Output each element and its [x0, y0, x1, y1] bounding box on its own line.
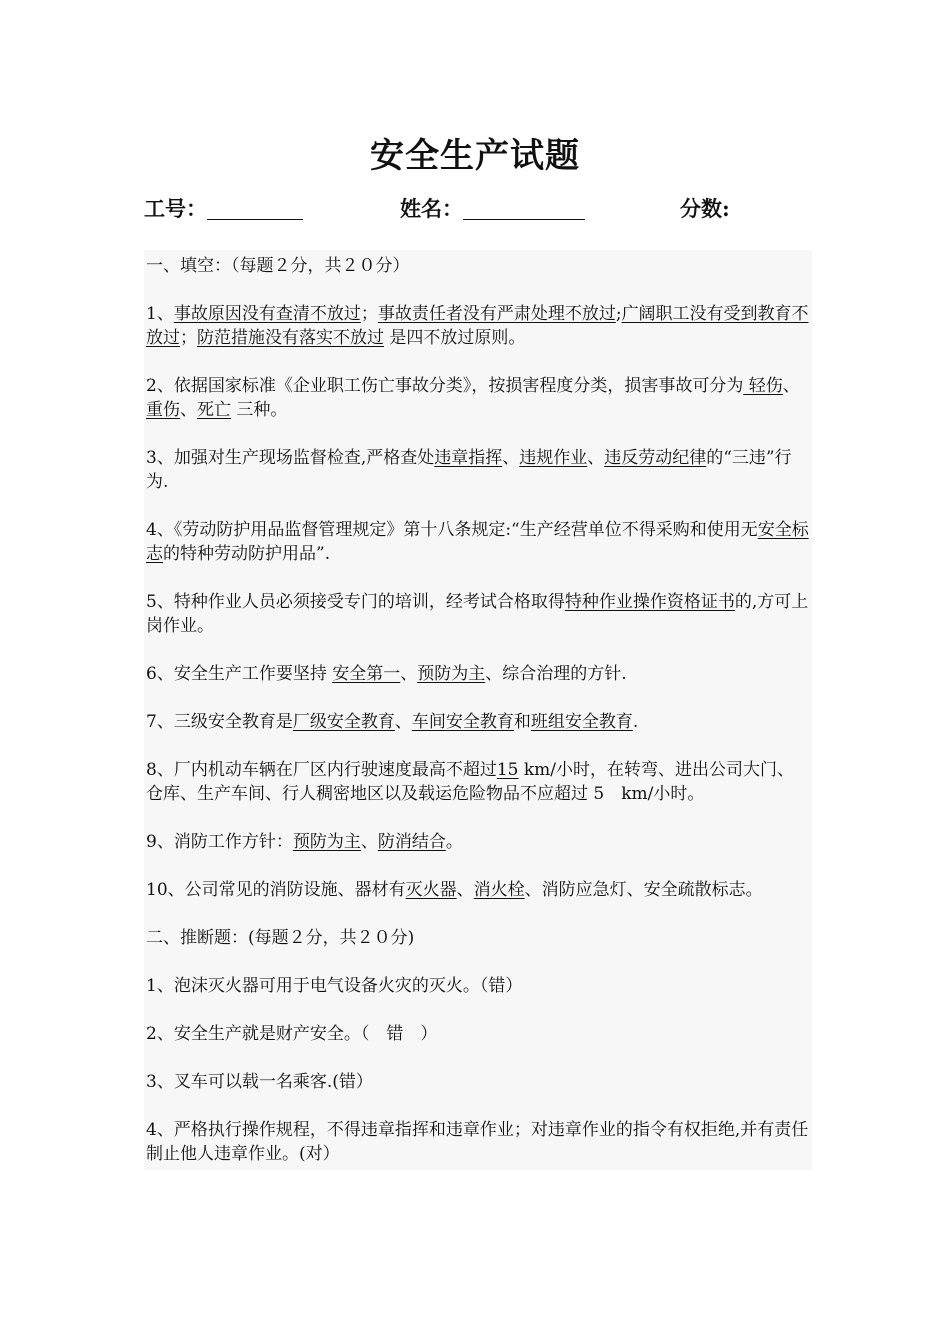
answer-2-1: 轻伤	[743, 376, 783, 396]
answer-3-2: 违规作业	[519, 448, 588, 468]
answer-1-4: 防范措施没有落实不放过	[197, 328, 384, 348]
name-label: 姓名：	[400, 196, 463, 221]
question-4: 4、《劳动防护用品监督管理规定》第十八条规定:“生产经营单位不得采购和使用无安全标志的特种劳动防护用品”.	[146, 520, 809, 564]
judge-item-2: 2、安全生产就是财产安全。（ 错 ）	[146, 1024, 438, 1044]
answer-8-1: 15	[496, 760, 519, 780]
answer-7-1: 厂级安全教育	[292, 712, 395, 732]
question-7: 7、三级安全教育是厂级安全教育、车间安全教育和班组安全教育.	[146, 712, 639, 732]
judge-item-3: 3、叉车可以载一名乘客.(错）	[146, 1072, 373, 1092]
judge-item-4: 4、严格执行操作规程，不得违章指挥和违章作业；对违章作业的指令有权拒绝,并有责任制止他人违章作业。(对）	[146, 1120, 809, 1164]
answer-2-2: 重伤	[146, 400, 180, 420]
page-title: 安全生产试题	[370, 136, 580, 176]
name-blank	[463, 197, 585, 220]
question-8: 8、厂内机动车辆在厂区内行驶速度最高不超过15 km/小时，在转弯、进出公司大门、仓库、生产车间、行人稠密地区以及载运危险物品不应超过 5 km/小时。	[146, 760, 795, 804]
exam-content	[144, 250, 812, 1170]
header-score	[680, 193, 730, 223]
answer-6-2: 预防为主	[417, 664, 486, 684]
answer-9-1: 预防为主	[292, 832, 361, 852]
question-5: 5、特种作业人员必须接受专门的培训，经考试合格取得特种作业操作资格证书的,方可上岗作业。	[146, 592, 809, 636]
section2-heading: 二、推断题：(每题２分，共２０分)	[146, 928, 415, 948]
header-job-no	[144, 193, 303, 223]
question-1: 1、事故原因没有查清不放过；事故责任者没有严肃处理不放过;广阔职工没有受到教育不放过；防范措施没有落实不放过 是四不放过原则。	[146, 304, 809, 348]
job-no-blank	[207, 197, 303, 220]
question-6: 6、安全生产工作要坚持 安全第一、预防为主、综合治理的方针.	[146, 664, 627, 684]
answer-6-1: 安全第一	[332, 664, 401, 684]
answer-1-2: 事故责任者没有严肃处理不放过	[377, 304, 616, 324]
question-3: 3、加强对生产现场监督检查,严格查处违章指挥、违规作业、违反劳动纪律的“三违”行为.	[146, 448, 792, 492]
answer-5-1: 特种作业操作资格证书	[564, 592, 735, 612]
answer-1-1: 事故原因没有查清不放过	[173, 304, 361, 324]
answer-4-1: 安全标志	[146, 520, 809, 564]
question-9: 9、消防工作方针：预防为主、防消结合。	[146, 832, 463, 852]
answer-3-3: 违反劳动纪律	[604, 448, 707, 468]
question-10: 10、公司常见的消防设施、器材有灭火器、消火栓、消防应急灯、安全疏散标志。	[146, 880, 763, 900]
job-no-label: 工号：	[144, 196, 207, 221]
answer-1-3: 广阔职工没有受到教育不放过	[146, 304, 809, 348]
answer-2-3: 死亡	[197, 400, 231, 420]
answer-7-3: 班组安全教育	[530, 712, 633, 732]
question-2: 2、依据国家标准《企业职工伤亡事故分类》，按损害程度分类，损害事故可分为 轻伤、重伤、死亡 三种。	[146, 376, 800, 420]
answer-10-2: 消火栓	[473, 880, 525, 900]
section1-heading: 一、填空：（每题２分，共２０分）	[146, 256, 410, 276]
score-label: 分数:	[680, 196, 730, 221]
answer-10-1: 灭火器	[405, 880, 457, 900]
judge-item-1: 1、泡沫灭火器可用于电气设备火灾的灭火。（错）	[146, 976, 523, 996]
answer-9-2: 防消结合	[377, 832, 446, 852]
header-name	[400, 193, 585, 223]
answer-3-1: 违章指挥	[434, 448, 503, 468]
answer-7-2: 车间安全教育	[411, 712, 514, 732]
